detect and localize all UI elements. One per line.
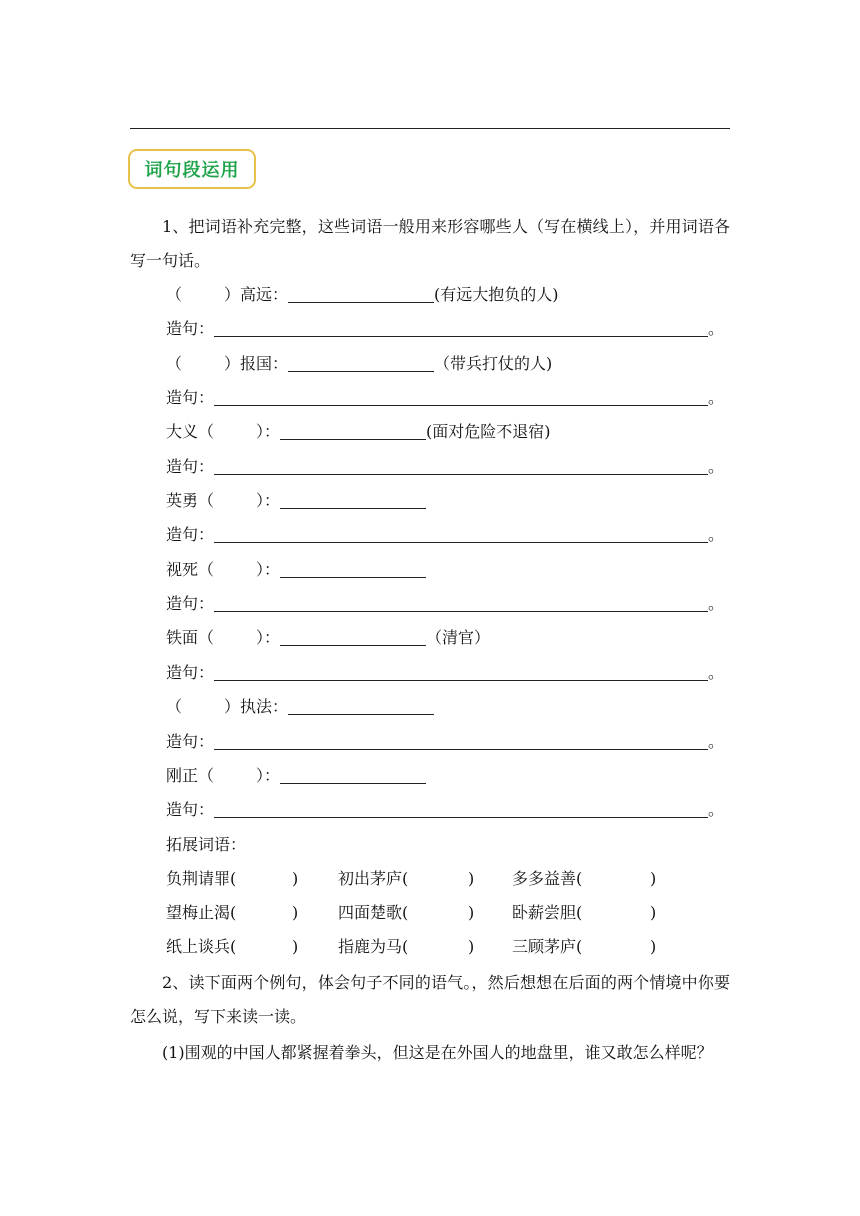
sentence-blank[interactable] bbox=[214, 524, 708, 543]
q1-sentence-4 bbox=[166, 523, 724, 547]
end-mark: 。 bbox=[708, 319, 725, 338]
item-hint: （清官） bbox=[426, 628, 491, 647]
extend-close: ) bbox=[468, 869, 475, 888]
q1-item-7 bbox=[166, 695, 434, 719]
answer-blank[interactable] bbox=[280, 421, 426, 440]
extend-word: 纸上谈兵( bbox=[166, 937, 237, 956]
item-suffix: ）： bbox=[256, 628, 281, 647]
end-mark: 。 bbox=[708, 388, 725, 407]
question-2-example-1: (1)围观的中国人都紧握着拳头，但这是在外国人的地盘里，谁又敢怎么样呢？ bbox=[162, 1043, 713, 1062]
answer-blank[interactable] bbox=[280, 627, 426, 646]
q1-sentence-5 bbox=[166, 592, 724, 616]
item-prefix: 视死（ bbox=[166, 560, 215, 579]
q1-item-2 bbox=[166, 352, 552, 376]
item-prefix: （ bbox=[166, 354, 183, 373]
q1-item-6 bbox=[166, 626, 490, 650]
q1-sentence-1 bbox=[166, 317, 724, 341]
q1-sentence-2 bbox=[166, 386, 724, 410]
section-title: 词句段运用 bbox=[128, 149, 256, 189]
answer-blank[interactable] bbox=[288, 696, 434, 715]
extend-label: 拓展词语： bbox=[166, 835, 247, 854]
q1-sentence-7 bbox=[166, 730, 724, 754]
sentence-blank[interactable] bbox=[214, 662, 708, 681]
item-suffix: ）高远： bbox=[224, 285, 289, 304]
extend-close: ) bbox=[650, 937, 657, 956]
q1-item-1 bbox=[166, 283, 559, 307]
answer-blank[interactable] bbox=[280, 490, 426, 509]
sentence-blank[interactable] bbox=[214, 318, 708, 337]
item-prefix: 刚正（ bbox=[166, 766, 215, 785]
extend-close: ) bbox=[292, 903, 299, 922]
item-hint: （带兵打仗的人) bbox=[434, 354, 553, 373]
item-suffix: ）： bbox=[256, 491, 281, 510]
item-suffix: ）： bbox=[256, 422, 281, 441]
extend-close: ) bbox=[468, 903, 475, 922]
extend-word: 初出茅庐( bbox=[338, 869, 409, 888]
sentence-blank[interactable] bbox=[214, 799, 708, 818]
sentence-label: 造句： bbox=[166, 388, 215, 407]
item-prefix: （ bbox=[166, 285, 183, 304]
extend-word: 四面楚歌( bbox=[338, 903, 409, 922]
sentence-blank[interactable] bbox=[214, 387, 708, 406]
extend-close: ) bbox=[468, 937, 475, 956]
item-hint: (面对危险不退宿) bbox=[426, 422, 551, 441]
item-suffix: ）： bbox=[256, 766, 281, 785]
q1-item-5 bbox=[166, 558, 426, 582]
q1-sentence-6 bbox=[166, 661, 724, 685]
extend-close: ) bbox=[650, 869, 657, 888]
item-prefix: （ bbox=[166, 697, 183, 716]
answer-blank[interactable] bbox=[288, 284, 434, 303]
end-mark: 。 bbox=[708, 663, 725, 682]
item-hint: (有远大抱负的人) bbox=[434, 285, 559, 304]
end-mark: 。 bbox=[708, 800, 725, 819]
q1-sentence-3 bbox=[166, 455, 724, 479]
extend-word: 三顾茅庐( bbox=[512, 937, 583, 956]
q1-item-3 bbox=[166, 420, 551, 444]
extend-word: 多多益善( bbox=[512, 869, 583, 888]
sentence-blank[interactable] bbox=[214, 731, 708, 750]
sentence-blank[interactable] bbox=[214, 456, 708, 475]
q1-item-4 bbox=[166, 489, 426, 513]
sentence-blank[interactable] bbox=[214, 593, 708, 612]
sentence-label: 造句： bbox=[166, 525, 215, 544]
item-suffix: ）报国： bbox=[224, 354, 289, 373]
end-mark: 。 bbox=[708, 732, 725, 751]
sentence-label: 造句： bbox=[166, 663, 215, 682]
answer-blank[interactable] bbox=[288, 353, 434, 372]
extend-word: 负荆请罪( bbox=[166, 869, 237, 888]
item-prefix: 大义（ bbox=[166, 422, 215, 441]
item-suffix: ）执法： bbox=[224, 697, 289, 716]
extend-close: ) bbox=[292, 869, 299, 888]
sentence-label: 造句： bbox=[166, 732, 215, 751]
extend-word: 卧薪尝胆( bbox=[512, 903, 583, 922]
header-rule bbox=[130, 128, 730, 129]
sentence-label: 造句： bbox=[166, 319, 215, 338]
question-2-text: 2、读下面两个例句，体会句子不同的语气。，然后想想在后面的两个情境中你要怎么说，写下来读一读。 bbox=[130, 973, 730, 1026]
end-mark: 。 bbox=[708, 457, 725, 476]
sentence-label: 造句： bbox=[166, 800, 215, 819]
q1-item-8 bbox=[166, 764, 426, 788]
answer-blank[interactable] bbox=[280, 559, 426, 578]
extend-word: 指鹿为马( bbox=[338, 937, 409, 956]
end-mark: 。 bbox=[708, 594, 725, 613]
item-prefix: 铁面（ bbox=[166, 628, 215, 647]
item-prefix: 英勇（ bbox=[166, 491, 215, 510]
extend-close: ) bbox=[650, 903, 657, 922]
answer-blank[interactable] bbox=[280, 765, 426, 784]
extend-close: ) bbox=[292, 937, 299, 956]
q1-sentence-8 bbox=[166, 798, 724, 822]
sentence-label: 造句： bbox=[166, 594, 215, 613]
item-suffix: ）： bbox=[256, 560, 281, 579]
extend-word: 望梅止渴( bbox=[166, 903, 237, 922]
sentence-label: 造句： bbox=[166, 457, 215, 476]
question-1-text: 1、把词语补充完整，这些词语一般用来形容哪些人（写在横线上），并用词语各写一句话。 bbox=[130, 217, 730, 270]
end-mark: 。 bbox=[708, 525, 725, 544]
